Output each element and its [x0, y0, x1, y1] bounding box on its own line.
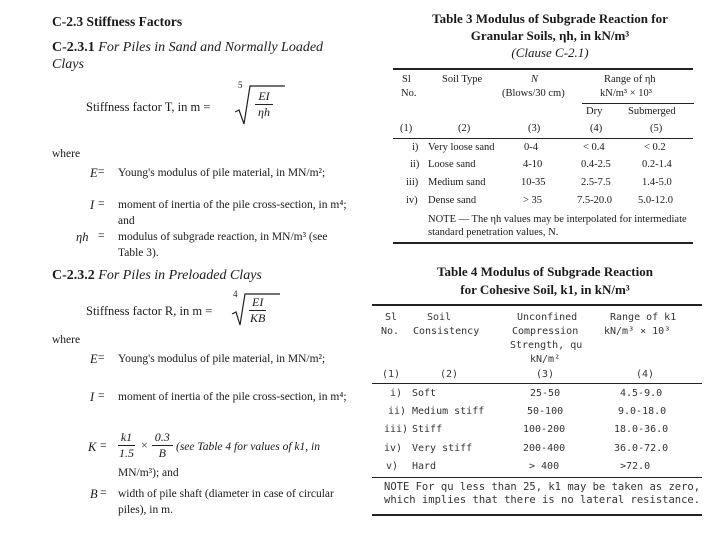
def-4-text: Young's modulus of pile material, in MN/m²;: [118, 353, 326, 365]
def-1-symbol: E: [90, 166, 98, 180]
t3-row-3-soil: Medium sand: [428, 177, 486, 188]
t4-row-2-q: 50-100: [527, 406, 564, 417]
def-3-text: modulus of subgrade reaction, in MN/m³ (see Table 3).: [118, 231, 328, 259]
t3-row-4-n: > 35: [523, 195, 543, 206]
t4-row-1-k: 4.5-9.0: [620, 388, 663, 399]
t4-colnum-2: (2): [440, 369, 459, 380]
t3-header-submerged: Submerged: [628, 106, 676, 117]
t4-row-3-q: 100-200: [523, 424, 566, 435]
def-k-numerator-1: k1: [118, 430, 135, 446]
equation-1-label: Stiffness factor T, in m =: [86, 100, 211, 114]
t4-row-2-k: 9.0-18.0: [618, 406, 667, 417]
def-k-formula: [116, 430, 173, 461]
t4-row-1-q: 25-50: [530, 388, 561, 399]
subsection-1-title-cont: Clays: [52, 57, 84, 72]
def-b-text: width of pile shaft (diameter in case of circular piles), in m.: [118, 488, 334, 516]
t4-header-soil: Soil: [427, 312, 452, 323]
def-2-equals: =: [98, 198, 105, 210]
t4-row-2-sl: ii): [388, 406, 407, 417]
table-3-bottom-rule: [393, 242, 693, 244]
t4-colnum-3: (3): [536, 369, 555, 380]
t4-colnum-1: (1): [382, 369, 401, 380]
t3-row-3-n: 10-35: [521, 177, 546, 188]
t4-header-compression: Compression: [512, 326, 579, 337]
def-1-equals: =: [98, 166, 105, 178]
subsection-2-heading: [52, 268, 262, 284]
t3-colnum-3: (3): [528, 123, 541, 134]
def-b-symbol: B: [90, 487, 98, 501]
def-k-note: (see Table 4 for values of k1, in: [176, 441, 320, 453]
def-1-text: Young's modulus of pile material, in MN/m²;: [118, 167, 326, 179]
t4-header-sl: Sl: [385, 312, 398, 323]
table-4-title-line-2: for Cohesive Soil, k1, in kN/m³: [460, 282, 630, 297]
t4-row-2-soil: Medium stiff: [412, 406, 485, 417]
t3-row-1-sub: < 0.2: [644, 142, 666, 153]
t4-row-3-sl: iii): [384, 424, 409, 435]
def-b-equals: =: [100, 487, 107, 499]
t3-header-soil: Soil Type: [442, 74, 483, 85]
table-3-title-line-1: Table 3 Modulus of Subgrade Reaction for: [432, 11, 668, 26]
t3-row-4-sl: iv): [406, 195, 418, 206]
t3-row-4-dry: 7.5-20.0: [577, 195, 612, 206]
t4-row-3-soil: Stiff: [412, 424, 443, 435]
def-5-text: moment of inertia of the pile cross-section, in m⁴;: [118, 391, 347, 403]
def-3-equals: =: [98, 230, 105, 242]
t4-row-5-q: > 400: [529, 461, 560, 472]
t4-colnum-4: (4): [636, 369, 655, 380]
def-k-numerator-2: 0.3: [152, 430, 173, 446]
table-3-note: NOTE — The ηh values may be interpolated for intermediate standard penetration values, N.: [428, 214, 687, 238]
table-4-note: NOTE For qu less than 25, k1 may be taken as zero, which implies that there is no lateral resistance.: [384, 481, 701, 506]
t3-row-3-sl: iii): [406, 177, 419, 188]
def-5-symbol: I: [90, 390, 95, 404]
def-k-equals: =: [100, 440, 107, 452]
t3-row-1-n: 0-4: [524, 142, 538, 153]
equation-1-radical: [233, 80, 285, 128]
t3-row-1-sl: i): [412, 142, 419, 153]
t4-header-consistency: Consistency: [413, 326, 480, 337]
equation-2-label: Stiffness factor R, in m =: [86, 304, 213, 318]
t3-row-4-soil: Dense sand: [428, 195, 477, 206]
def-2-symbol: I: [90, 198, 95, 212]
equation-1-denominator: ηh: [258, 105, 270, 119]
subsection-1-heading: [52, 40, 323, 56]
t4-row-5-sl: v): [386, 461, 399, 472]
t4-row-4-q: 200-400: [523, 443, 566, 454]
t3-row-3-dry: 2.5-7.5: [581, 177, 611, 188]
table-3-top-rule: [393, 68, 693, 70]
t3-header-no: No.: [401, 88, 417, 99]
def-k-denominator-2: B: [158, 446, 166, 460]
t3-header-n: N: [531, 74, 539, 85]
equation-2-numerator: EI: [249, 295, 266, 311]
t4-header-strength-unit: kN/m²: [530, 354, 561, 365]
def-4-symbol: E: [90, 352, 98, 366]
def-k-times: ×: [141, 438, 148, 452]
equation-1-numerator: EI: [255, 89, 272, 105]
t4-header-range-unit: kN/m³ × 10³: [604, 326, 671, 337]
t3-row-1-soil: Very loose sand: [428, 142, 495, 153]
t3-header-n-unit: (Blows/30 cm): [502, 88, 565, 99]
t4-header-range: Range of k1: [610, 312, 677, 323]
t3-colnum-2: (2): [458, 123, 471, 134]
t4-header-strength: Strength, qu: [510, 340, 583, 351]
def-k-symbol: K: [88, 440, 97, 454]
t3-colnum-1: (1): [400, 123, 413, 134]
t4-row-4-soil: Very stiff: [412, 443, 473, 454]
t4-row-5-k: >72.0: [620, 461, 651, 472]
t4-row-4-k: 36.0-72.0: [614, 443, 669, 454]
t4-header-no: No.: [381, 326, 400, 337]
t3-header-range-unit: kN/m³ × 10³: [600, 88, 652, 99]
where-label-2: where: [52, 334, 81, 346]
subsection-2-number: C-2.3.2: [52, 268, 95, 283]
table-4-title-line-1: Table 4 Modulus of Subgrade Reaction: [437, 264, 653, 279]
subsection-1-number: C-2.3.1: [52, 40, 95, 55]
t3-row-3-sub: 1.4-5.0: [642, 177, 672, 188]
equation-2-root-index: 4: [233, 289, 238, 299]
t4-row-1-soil: Soft: [412, 388, 437, 399]
section-title: C-2.3 Stiffness Factors: [52, 14, 183, 29]
t4-row-4-sl: iv): [384, 443, 403, 454]
table-3-clause: (Clause C-2.1): [511, 45, 589, 60]
def-4-equals: =: [98, 352, 105, 364]
subsection-1-title: For Piles in Sand and Normally Loaded: [98, 40, 324, 55]
t4-header-unconfined: Unconfined: [517, 312, 578, 323]
table-4-bottom-rule: [372, 514, 702, 516]
t3-header-range: Range of ηh: [604, 74, 656, 85]
t3-header-subrule: [582, 103, 694, 104]
equation-1-root-index: 5: [238, 80, 243, 90]
subsection-2-title: For Piles in Preloaded Clays: [98, 268, 262, 283]
t3-colnum-4: (4): [590, 123, 603, 134]
equation-2-denominator: KB: [250, 311, 266, 325]
def-k-note-cont: MN/m³); and: [118, 467, 179, 479]
t3-colnum-5: (5): [650, 123, 663, 134]
table-4-header-rule: [372, 383, 702, 384]
table-3-header-rule: [393, 138, 693, 139]
t4-row-1-sl: i): [390, 388, 403, 399]
t3-header-dry: Dry: [586, 106, 603, 117]
def-5-equals: =: [98, 390, 105, 402]
table-3-title-line-2: Granular Soils, ηh, in kN/m³: [470, 28, 630, 43]
table-4-top-rule: [372, 304, 702, 306]
def-3-symbol: ηh: [76, 230, 89, 244]
t3-row-2-soil: Loose sand: [428, 159, 476, 170]
t3-header-sl: Sl: [402, 74, 411, 85]
t3-row-2-sl: ii): [410, 159, 420, 170]
def-k-denominator-1: 1.5: [119, 446, 134, 460]
table-4-note-rule: [372, 477, 702, 478]
t3-row-2-dry: 0.4-2.5: [581, 159, 611, 170]
t3-row-1-dry: < 0.4: [583, 142, 605, 153]
t4-row-3-k: 18.0-36.0: [614, 424, 669, 435]
t3-row-2-n: 4-10: [523, 159, 543, 170]
def-2-text: moment of inertia of the pile cross-section, in m⁴; and: [118, 199, 347, 227]
t3-row-4-sub: 5.0-12.0: [638, 195, 673, 206]
where-label-1: where: [52, 148, 81, 160]
t3-row-2-sub: 0.2-1.4: [642, 159, 672, 170]
equation-2-radical: [230, 289, 282, 328]
t4-row-5-soil: Hard: [412, 461, 437, 472]
